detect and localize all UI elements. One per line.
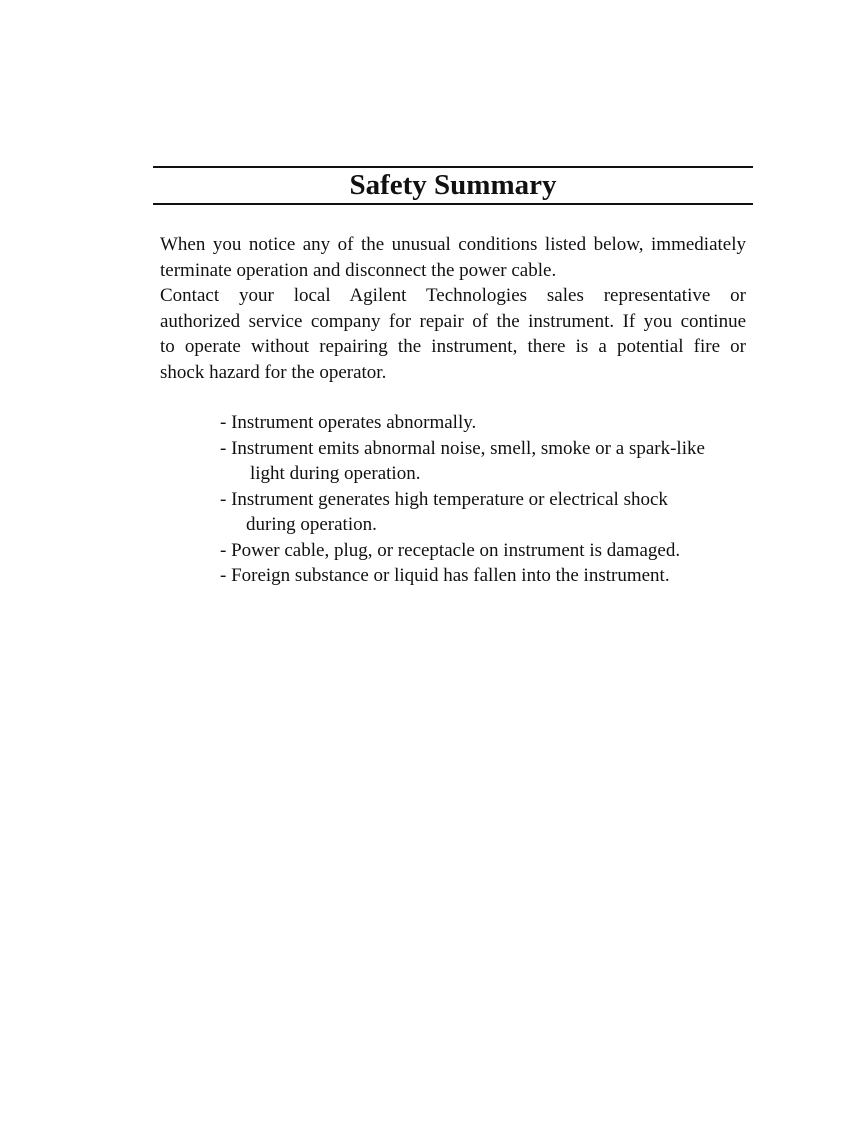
- page-title: Safety Summary: [349, 169, 557, 201]
- intro-section: [160, 232, 746, 385]
- bottom-rule: [153, 203, 753, 205]
- conditions-list: [220, 410, 760, 589]
- condition-line: - Instrument operates abnormally.: [220, 412, 477, 433]
- condition-line: - Instrument emits abnormal noise, smell, smoke or a spark-like: [220, 437, 705, 459]
- condition-item: [220, 563, 760, 589]
- intro-line: terminate operation and disconnect the power cable.: [160, 259, 557, 281]
- contact-line: Contact your local Agilent Technologies sales representative or: [160, 285, 746, 306]
- contact-line: authorized service company for repair of the instrument. If you continue: [160, 310, 746, 332]
- contact-line: shock hazard for the operator.: [160, 361, 387, 383]
- condition-item: [220, 436, 760, 487]
- intro-line: When you notice any of the unusual conditions listed below, immediately: [160, 234, 746, 255]
- condition-line: - Instrument generates high temperature or electrical shock: [220, 488, 668, 510]
- condition-line: - Power cable, plug, or receptacle on instrument is damaged.: [220, 539, 681, 561]
- title-block: [153, 166, 753, 205]
- condition-line: during operation.: [246, 514, 377, 535]
- condition-line: - Foreign substance or liquid has fallen into the instrument.: [220, 565, 670, 586]
- contact-line: to operate without repairing the instrument, there is a potential fire or: [160, 336, 746, 357]
- condition-item: [220, 410, 760, 436]
- condition-line: light during operation.: [250, 463, 421, 484]
- condition-item: [220, 487, 760, 538]
- condition-item: [220, 538, 760, 564]
